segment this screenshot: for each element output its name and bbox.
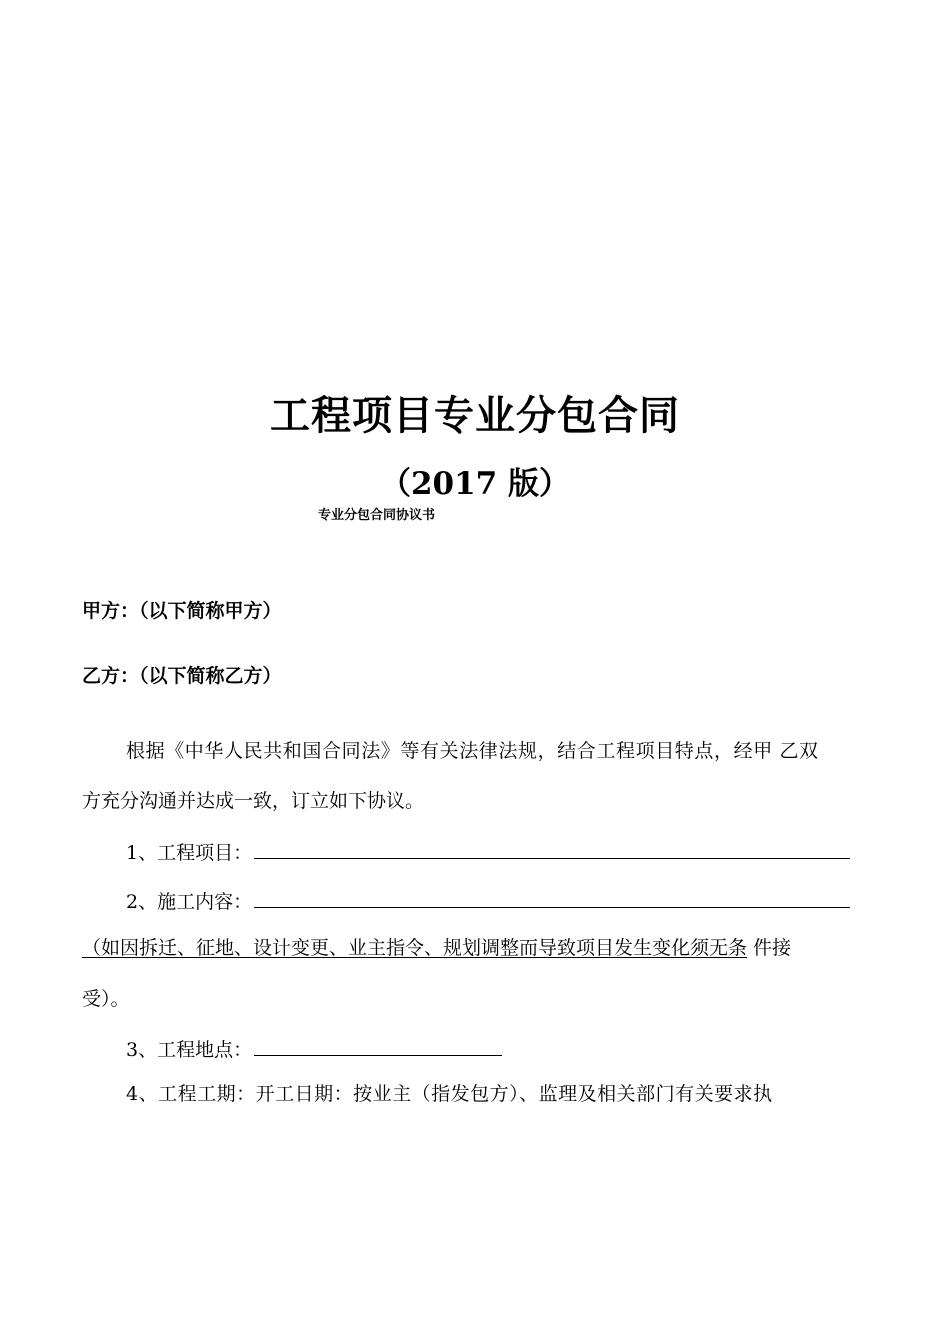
clause-project-location-label: 3、工程地点： [126, 1039, 253, 1061]
clause-construction-content [126, 885, 886, 916]
clause-construction-content-label: 2、施工内容： [126, 891, 253, 913]
construction-content-note-underlined: （如因拆迁、征地、设计变更、业主指令、规划调整而导致项目发生变化须无条 [82, 937, 748, 959]
construction-content-note-line-1 [82, 934, 882, 962]
clause-project-name [126, 836, 886, 867]
party-b-line: 乙方：（以下简称乙方） [82, 665, 282, 687]
intro-paragraph-line-1: 根据《中华人民共和国合同法》等有关法律法规，结合工程项目特点，经甲 乙双 [126, 740, 819, 762]
construction-content-blank[interactable] [254, 885, 850, 908]
clause-construction-period: 4、工程工期：开工日期：按业主（指发包方）、监理及相关部门有关要求执 [126, 1083, 773, 1105]
party-a-line: 甲方：（以下简称甲方） [82, 600, 282, 622]
project-name-blank[interactable] [254, 836, 850, 859]
document-subtitle: 专业分包合同协议书 [318, 508, 436, 523]
project-location-blank[interactable] [254, 1033, 502, 1056]
clause-project-location [126, 1033, 886, 1064]
clause-project-name-label: 1、工程项目： [126, 842, 253, 864]
document-edition: （2017 版） [379, 466, 571, 502]
document-title: 工程项目专业分包合同 [270, 393, 680, 439]
intro-paragraph-line-2: 方充分沟通并达成一致，订立如下协议。 [82, 790, 425, 812]
construction-content-note-line-2: 受）。 [82, 988, 130, 1010]
construction-content-note-tail: 件接 [747, 937, 792, 959]
